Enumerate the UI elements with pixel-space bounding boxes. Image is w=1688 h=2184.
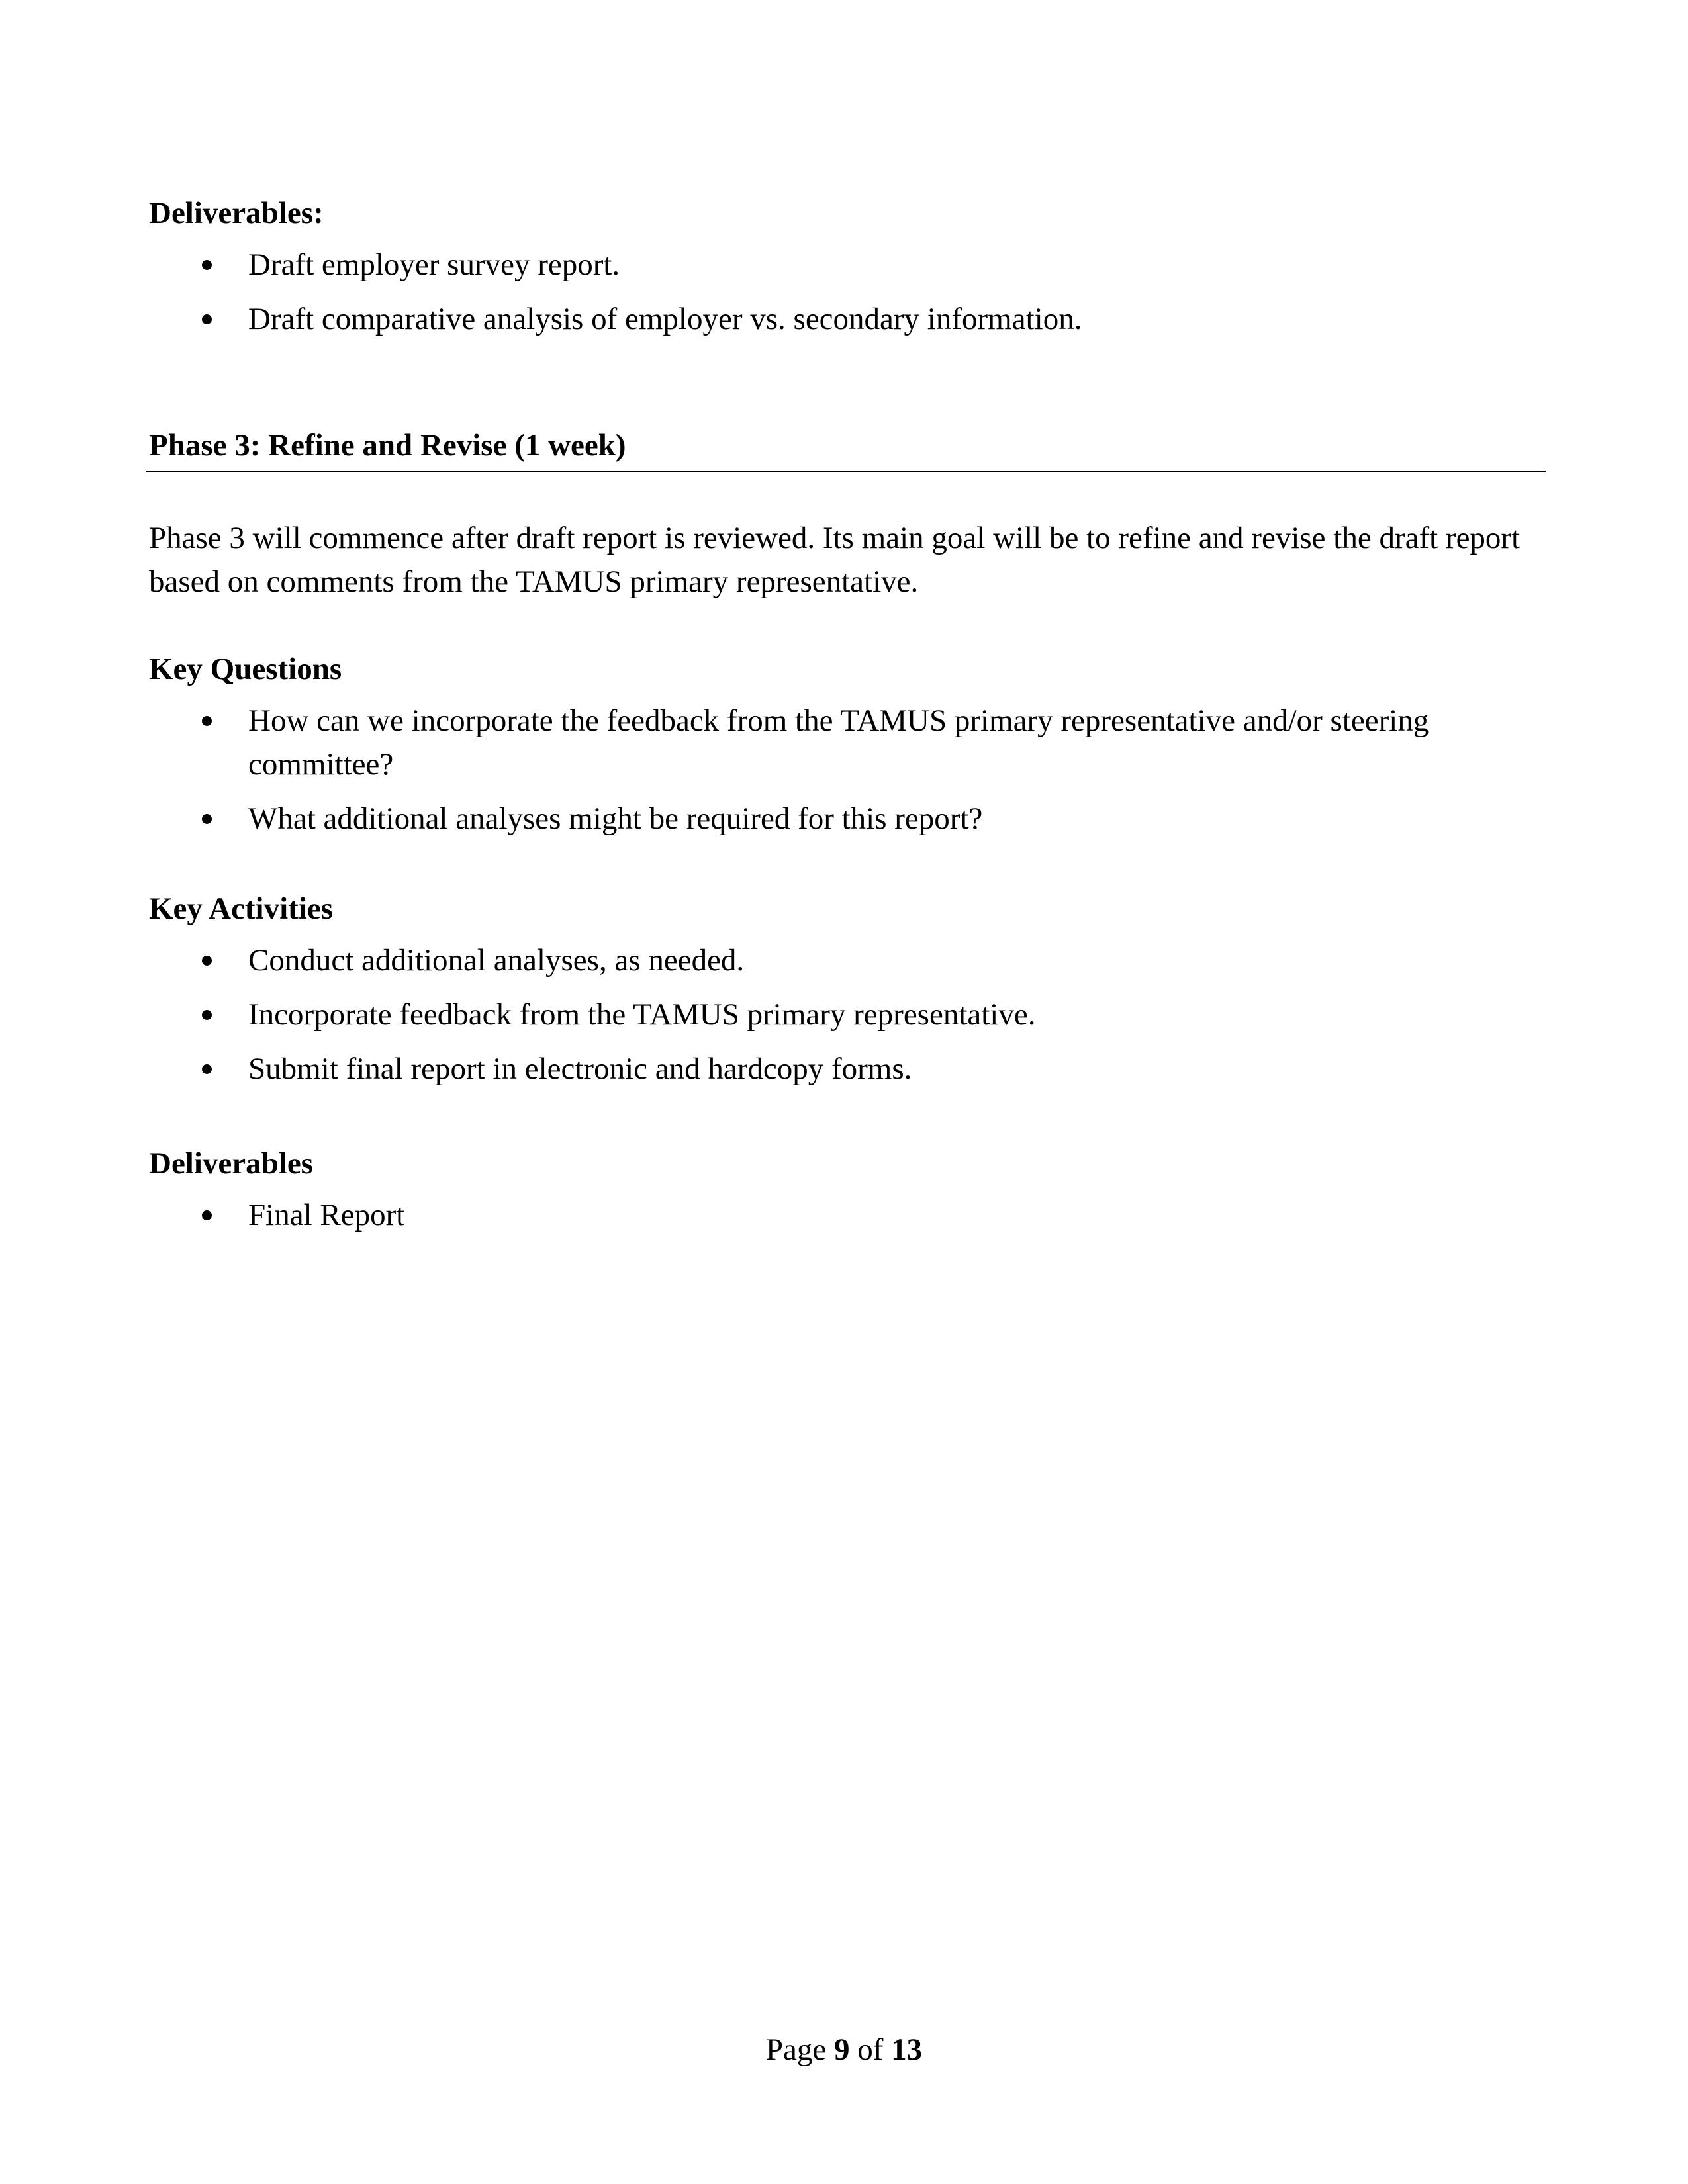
bullet-icon [202, 956, 212, 966]
bullet-icon [202, 716, 212, 726]
bullet-icon [202, 1210, 212, 1220]
phase3-intro-block [149, 516, 1546, 604]
deliverables-prev-heading: Deliverables: [149, 196, 324, 230]
list-item: Incorporate feedback from the TAMUS primary representative. [149, 993, 1546, 1036]
list-item: How can we incorporate the feedback from the TAMUS primary representative and/or steering committee? [149, 699, 1546, 786]
key-activities-heading: Key Activities [149, 891, 334, 926]
list-item: Draft employer survey report. [149, 243, 1546, 287]
key-questions-section [149, 647, 1546, 851]
current-page-number: 9 [833, 2032, 850, 2067]
deliverables-list [149, 1193, 1546, 1237]
list-item: What additional analyses might be required for this report? [149, 797, 1546, 841]
list-item: Final Report [149, 1193, 1546, 1237]
deliverables-heading: Deliverables [149, 1146, 313, 1181]
list-item: Conduct additional analyses, as needed. [149, 938, 1546, 982]
key-questions-list [149, 699, 1546, 841]
bullet-icon [202, 260, 212, 270]
key-activities-section [149, 887, 1546, 1101]
page-of-label: of [857, 2032, 884, 2067]
total-page-count: 13 [891, 2032, 923, 2067]
page-label: Page [765, 2032, 827, 2067]
phase3-intro: Phase 3 will commence after draft report is reviewed. Its main goal will be to refine and revise the draft report based on comments from the TAMUS primary representative. [149, 521, 1521, 599]
phase3-title: Phase 3: Refine and Revise (1 week) [149, 428, 626, 463]
bullet-icon [202, 1010, 212, 1020]
page-number-footer [0, 2028, 1688, 2071]
deliverables-prev-section [149, 191, 1546, 351]
phase3-heading-block [149, 424, 1546, 467]
key-activities-list [149, 938, 1546, 1091]
section-divider [146, 471, 1546, 472]
deliverables-prev-list [149, 243, 1546, 341]
key-questions-heading: Key Questions [149, 652, 342, 686]
bullet-icon [202, 1064, 212, 1074]
deliverables-section [149, 1142, 1546, 1248]
list-item: Draft comparative analysis of employer vs. secondary information. [149, 297, 1546, 341]
bullet-icon [202, 314, 212, 324]
bullet-icon [202, 814, 212, 824]
list-item: Submit final report in electronic and hardcopy forms. [149, 1047, 1546, 1091]
